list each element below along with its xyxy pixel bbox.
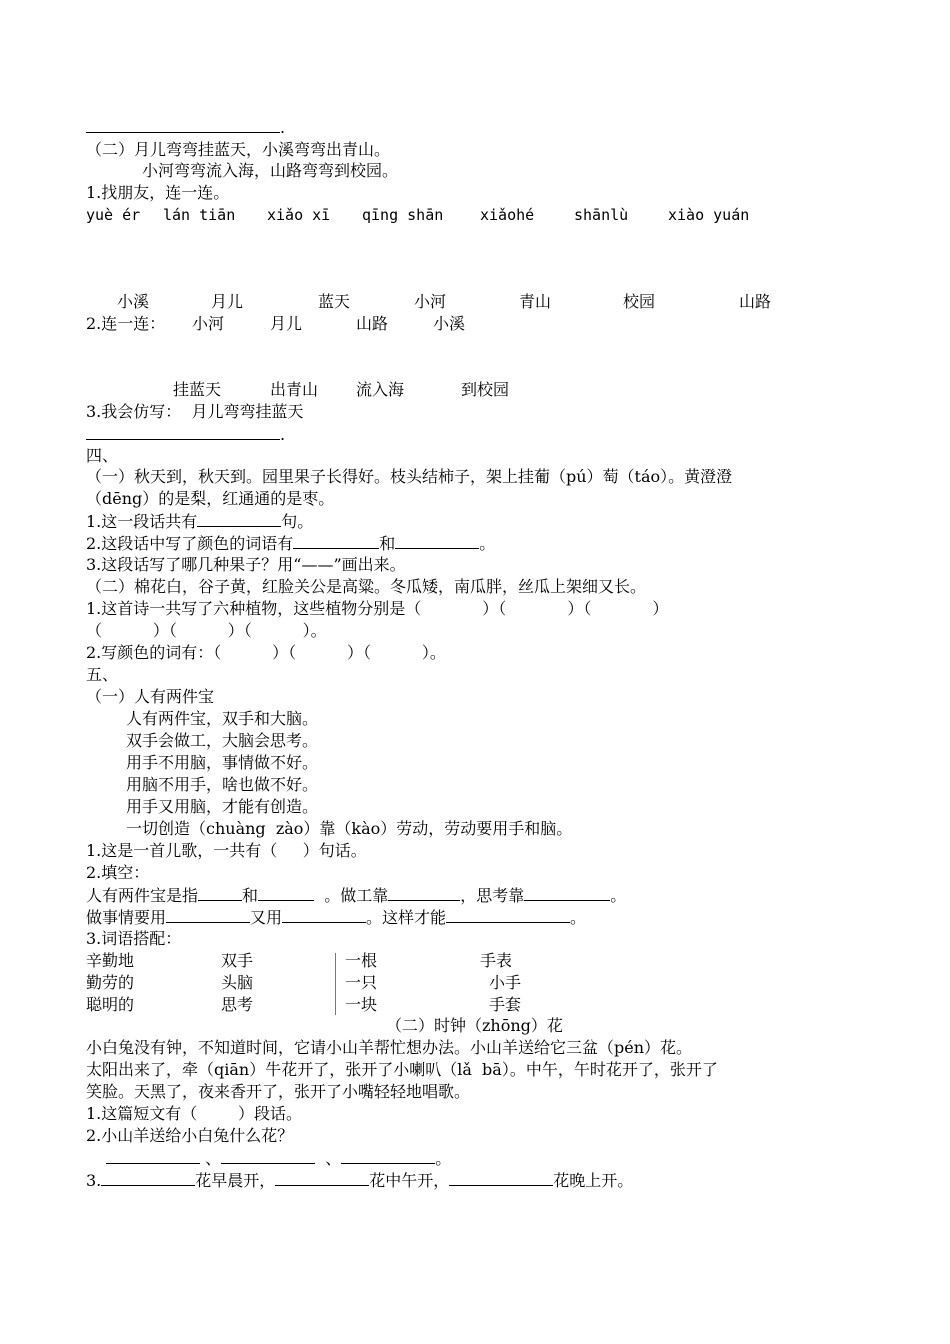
- word-item: 蓝天: [318, 292, 351, 311]
- question: 1.这是一首儿歌，一共有（ ）句话。: [86, 841, 367, 860]
- word-item: 小河: [414, 292, 447, 311]
- question: 2.填空：: [86, 863, 150, 882]
- passage-line: （二）月儿弯弯挂蓝天，小溪弯弯出青山。: [86, 140, 391, 159]
- passage-line: 太阳出来了，牵（qiān）牛花开了，张开了小喇叭（lǎ bā）。中午，午时花开了，张开了: [86, 1060, 718, 1079]
- answer-line: 、 、 。: [106, 1148, 451, 1169]
- question: 2.写颜色的词有：（ ）（ ）（ ）。: [86, 643, 446, 662]
- pinyin-item: qīng shān: [362, 206, 444, 224]
- match-item: 山路: [356, 314, 389, 333]
- match-right: 手套: [489, 995, 522, 1014]
- question: 2.连一连：: [86, 314, 166, 333]
- match-item: 小河: [192, 314, 225, 333]
- match-left: 辛勤地: [86, 951, 135, 970]
- poem-line: 用手不用脑，事情做不好。: [126, 753, 319, 772]
- passage-line: 小河弯弯流入海，山路弯弯到校园。: [142, 161, 399, 180]
- match-item: 月儿: [270, 314, 303, 333]
- pinyin-item: lán tiān: [163, 206, 236, 224]
- pinyin-item: xiào yuán: [668, 206, 750, 224]
- pinyin-item: xiǎohé: [480, 206, 535, 224]
- question: 3.这段话写了哪几种果子？用“——”画出来。: [86, 555, 406, 574]
- word-item: 山路: [739, 292, 772, 311]
- passage-title: （一）人有两件宝: [86, 687, 215, 706]
- poem-line: 双手会做工，大脑会思考。: [126, 731, 319, 750]
- passage-line: （一）秋天到，秋天到。园里果子长得好。枝头结柿子，架上挂葡（pú）萄（táo）。黄澄澄: [86, 467, 733, 486]
- pinyin-item: xiǎo xī: [267, 206, 331, 224]
- match-item: 到校园: [461, 380, 510, 399]
- passage-line: （二）棉花白，谷子黄，红脸关公是高粱。冬瓜矮，南瓜胖，丝瓜上架细又长。: [86, 577, 647, 596]
- match-left: 头脑: [221, 973, 254, 992]
- section-heading: 五、: [86, 665, 119, 684]
- fill-line: 做事情要用 又用 。这样才能 。: [86, 908, 587, 927]
- match-right: 手表: [480, 951, 513, 970]
- match-right: 一只: [345, 973, 378, 992]
- question: 1.这首诗一共写了六种植物，这些植物分别是（ ）（ ）（ ）: [86, 599, 669, 618]
- question: 3.词语搭配：: [86, 929, 182, 948]
- question: 1.找朋友，连一连。: [86, 183, 230, 202]
- word-item: 月儿: [211, 292, 244, 311]
- word-item: 校园: [623, 292, 656, 311]
- poem-line: 人有两件宝，双手和大脑。: [126, 709, 319, 728]
- word-item: 小溪: [117, 292, 150, 311]
- question: 3. 花早晨开， 花中午开， 花晚上开。: [86, 1171, 634, 1190]
- answer-line: .: [86, 424, 285, 445]
- question: 1.这篇短文有（ ）段话。: [86, 1104, 302, 1123]
- match-right: 一块: [345, 995, 378, 1014]
- answer-line-top: .: [86, 117, 285, 138]
- poem-line: 用脑不用手，啥也做不好。: [126, 775, 319, 794]
- passage-line: 笑脸。天黑了，夜来香开了，张开了小嘴轻轻地唱歌。: [86, 1082, 471, 1101]
- passage-line: 小白兔没有钟，不知道时间，它请小山羊帮忙想办法。小山羊送给它三盆（pén）花。: [86, 1038, 693, 1057]
- match-left: 勤劳的: [86, 973, 135, 992]
- match-right: 一根: [345, 951, 378, 970]
- poem-line: 用手又用脑，才能有创造。: [126, 797, 319, 816]
- question: （ ）（ ）（ ）。: [86, 621, 327, 640]
- match-left: 双手: [221, 951, 254, 970]
- match-item: 流入海: [356, 380, 405, 399]
- passage-line: （dēng）的是梨，红通通的是枣。: [86, 489, 335, 508]
- word-item: 青山: [519, 292, 552, 311]
- pinyin-item: yuè ér: [86, 206, 141, 224]
- question: 3.我会仿写： 月儿弯弯挂蓝天: [86, 402, 304, 421]
- match-item: 出青山: [270, 380, 319, 399]
- match-item: 小溪: [433, 314, 466, 333]
- match-left: 聪明的: [86, 995, 135, 1014]
- poem-line: 一切创造（chuàng zào）靠（kào）劳动，劳动要用手和脑。: [126, 819, 573, 838]
- divider: [335, 953, 336, 1015]
- fill-line: 人有两件宝是指 和 。做工靠 ，思考靠 。: [86, 886, 627, 905]
- question: 2.小山羊送给小白兔什么花？: [86, 1126, 294, 1145]
- match-item: 挂蓝天: [173, 380, 222, 399]
- question: 1.这一段话共有 句。: [86, 512, 314, 531]
- section-heading: 四、: [86, 446, 119, 465]
- match-right: 小手: [489, 973, 522, 992]
- pinyin-item: shānlù: [574, 206, 629, 224]
- match-left: 思考: [221, 995, 254, 1014]
- question: 2.这段话中写了颜色的词语有 和 。: [86, 534, 496, 553]
- passage-title: （二）时钟（zhōng）花: [386, 1016, 563, 1035]
